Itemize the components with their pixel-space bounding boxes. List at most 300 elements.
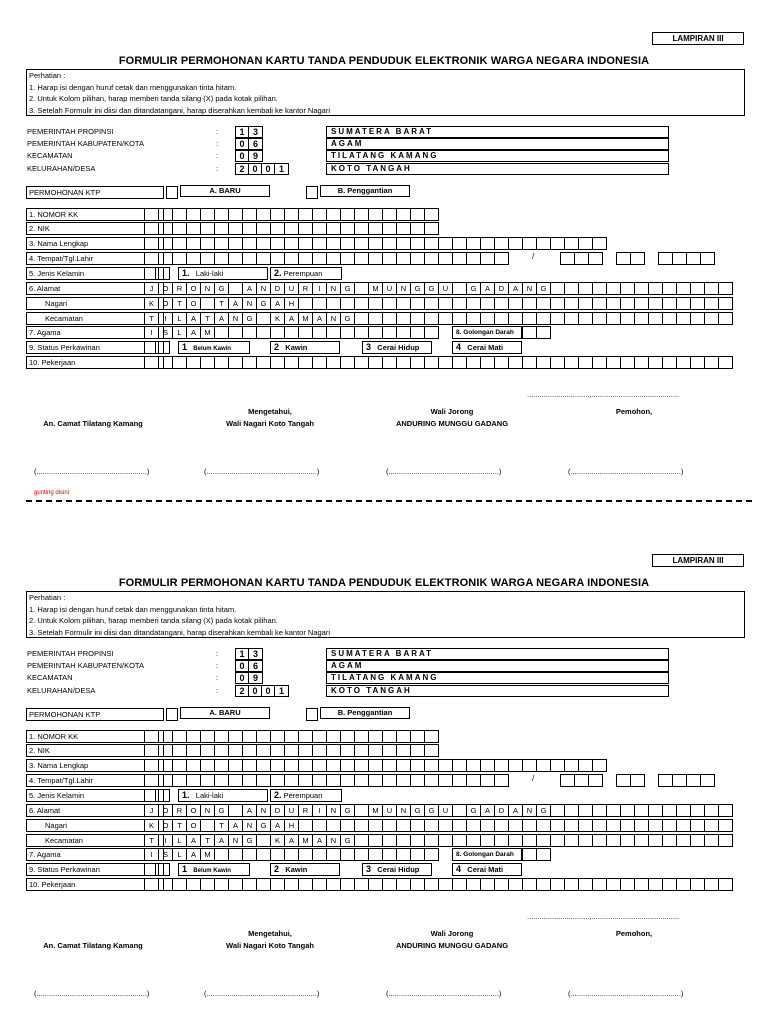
char-cell[interactable]: [242, 356, 257, 369]
char-cell[interactable]: [452, 759, 467, 772]
char-cell[interactable]: [606, 312, 621, 325]
char-cell[interactable]: G: [536, 282, 551, 295]
char-cell[interactable]: [270, 222, 285, 235]
char-cell[interactable]: G: [536, 804, 551, 817]
char-cell[interactable]: [536, 819, 551, 832]
char-cell[interactable]: [438, 252, 453, 265]
char-cell[interactable]: [340, 819, 355, 832]
char-cell[interactable]: [466, 819, 481, 832]
char-cell[interactable]: [368, 834, 383, 847]
char-cell[interactable]: [616, 252, 631, 265]
char-cell[interactable]: [704, 819, 719, 832]
char-cell[interactable]: [144, 730, 159, 743]
char-cell[interactable]: [662, 804, 677, 817]
char-cell[interactable]: [354, 848, 369, 861]
char-cell[interactable]: [676, 834, 691, 847]
char-cell[interactable]: T: [214, 297, 229, 310]
char-cell[interactable]: [620, 297, 635, 310]
checkbox-replacement[interactable]: [306, 708, 318, 721]
char-cell[interactable]: [396, 730, 411, 743]
checkbox[interactable]: [144, 789, 156, 802]
char-cell[interactable]: N: [326, 282, 341, 295]
char-cell[interactable]: A: [242, 282, 257, 295]
char-cell[interactable]: [326, 297, 341, 310]
char-cell[interactable]: [340, 208, 355, 221]
char-cell[interactable]: [368, 730, 383, 743]
char-cell[interactable]: [326, 208, 341, 221]
char-cell[interactable]: [494, 237, 509, 250]
char-cell[interactable]: [354, 759, 369, 772]
char-cell[interactable]: [158, 356, 173, 369]
char-cell[interactable]: [298, 774, 313, 787]
char-cell[interactable]: [424, 848, 439, 861]
char-cell[interactable]: [564, 312, 579, 325]
char-cell[interactable]: [270, 848, 285, 861]
char-cell[interactable]: [452, 237, 467, 250]
char-cell[interactable]: I: [144, 848, 159, 861]
char-cell[interactable]: [494, 252, 509, 265]
char-cell[interactable]: [686, 774, 701, 787]
char-cell[interactable]: [648, 819, 663, 832]
char-cell[interactable]: [578, 834, 593, 847]
char-cell[interactable]: G: [340, 312, 355, 325]
char-cell[interactable]: G: [410, 804, 425, 817]
char-cell[interactable]: K: [270, 834, 285, 847]
char-cell[interactable]: [312, 848, 327, 861]
char-cell[interactable]: [522, 878, 537, 891]
char-cell[interactable]: [410, 878, 425, 891]
char-cell[interactable]: [158, 774, 173, 787]
char-cell[interactable]: N: [396, 282, 411, 295]
char-cell[interactable]: [214, 759, 229, 772]
char-cell[interactable]: [466, 297, 481, 310]
char-cell[interactable]: N: [326, 834, 341, 847]
char-cell[interactable]: [452, 819, 467, 832]
char-cell[interactable]: A: [312, 834, 327, 847]
char-cell[interactable]: [200, 774, 215, 787]
char-cell[interactable]: [172, 744, 187, 757]
char-cell[interactable]: [588, 774, 603, 787]
char-cell[interactable]: [410, 834, 425, 847]
char-cell[interactable]: [396, 744, 411, 757]
char-cell[interactable]: [270, 252, 285, 265]
char-cell[interactable]: [172, 237, 187, 250]
char-cell[interactable]: [396, 252, 411, 265]
marital-option[interactable]: [362, 341, 432, 354]
kk-input[interactable]: [144, 730, 440, 743]
char-cell[interactable]: [256, 878, 271, 891]
char-cell[interactable]: [410, 312, 425, 325]
char-cell[interactable]: [592, 237, 607, 250]
char-cell[interactable]: [382, 774, 397, 787]
char-cell[interactable]: [718, 356, 733, 369]
char-cell[interactable]: [508, 819, 523, 832]
char-cell[interactable]: [662, 282, 677, 295]
char-cell[interactable]: [326, 356, 341, 369]
char-cell[interactable]: [592, 819, 607, 832]
char-cell[interactable]: A: [270, 819, 285, 832]
char-cell[interactable]: [228, 222, 243, 235]
kk-input[interactable]: [144, 208, 440, 221]
signature-line[interactable]: (.....................................................): [204, 467, 320, 476]
char-cell[interactable]: [312, 297, 327, 310]
char-cell[interactable]: S: [158, 326, 173, 339]
char-cell[interactable]: [424, 222, 439, 235]
marital-option[interactable]: [178, 863, 250, 876]
char-cell[interactable]: [424, 878, 439, 891]
char-cell[interactable]: [620, 834, 635, 847]
char-cell[interactable]: [158, 222, 173, 235]
region-name-field[interactable]: SUMATERA BARAT: [326, 648, 669, 660]
char-cell[interactable]: [578, 237, 593, 250]
char-cell[interactable]: [256, 834, 271, 847]
kecamatan-input[interactable]: [144, 834, 734, 847]
char-cell[interactable]: L: [172, 848, 187, 861]
char-cell[interactable]: [564, 282, 579, 295]
char-cell[interactable]: T: [214, 819, 229, 832]
char-cell[interactable]: [354, 834, 369, 847]
char-cell[interactable]: [480, 297, 495, 310]
char-cell[interactable]: [662, 878, 677, 891]
char-cell[interactable]: [144, 878, 159, 891]
char-cell[interactable]: L: [172, 326, 187, 339]
char-cell[interactable]: [662, 297, 677, 310]
char-cell[interactable]: [382, 312, 397, 325]
char-cell[interactable]: [522, 848, 537, 861]
char-cell[interactable]: [228, 759, 243, 772]
char-cell[interactable]: [466, 237, 481, 250]
char-cell[interactable]: [298, 356, 313, 369]
char-cell[interactable]: D: [270, 804, 285, 817]
char-cell[interactable]: G: [256, 297, 271, 310]
char-cell[interactable]: [550, 282, 565, 295]
name-input[interactable]: [144, 237, 608, 250]
char-cell[interactable]: [242, 878, 257, 891]
char-cell[interactable]: [340, 326, 355, 339]
char-cell[interactable]: [672, 774, 687, 787]
char-cell[interactable]: N: [256, 282, 271, 295]
char-cell[interactable]: [606, 834, 621, 847]
char-cell[interactable]: [340, 730, 355, 743]
gender-option-male[interactable]: [178, 789, 268, 802]
char-cell[interactable]: [172, 878, 187, 891]
char-cell[interactable]: [200, 878, 215, 891]
char-cell[interactable]: [410, 819, 425, 832]
char-cell[interactable]: N: [242, 297, 257, 310]
char-cell[interactable]: [452, 312, 467, 325]
char-cell[interactable]: N: [326, 312, 341, 325]
char-cell[interactable]: [200, 730, 215, 743]
char-cell[interactable]: [312, 222, 327, 235]
char-cell[interactable]: [256, 759, 271, 772]
char-cell[interactable]: [270, 208, 285, 221]
char-cell[interactable]: [312, 878, 327, 891]
char-cell[interactable]: [242, 222, 257, 235]
char-cell[interactable]: [242, 326, 257, 339]
nagari-input[interactable]: [144, 297, 734, 310]
char-cell[interactable]: [158, 208, 173, 221]
char-cell[interactable]: A: [312, 312, 327, 325]
char-cell[interactable]: U: [382, 282, 397, 295]
char-cell[interactable]: [200, 237, 215, 250]
char-cell[interactable]: [396, 222, 411, 235]
signature-line[interactable]: (.....................................................): [34, 467, 150, 476]
char-cell[interactable]: [200, 222, 215, 235]
char-cell[interactable]: [368, 878, 383, 891]
char-cell[interactable]: [340, 237, 355, 250]
char-cell[interactable]: [522, 759, 537, 772]
char-cell[interactable]: [382, 356, 397, 369]
char-cell[interactable]: [704, 282, 719, 295]
occupation-input[interactable]: [144, 878, 734, 891]
char-cell[interactable]: R: [172, 282, 187, 295]
char-cell[interactable]: [648, 356, 663, 369]
char-cell[interactable]: O: [186, 819, 201, 832]
char-cell[interactable]: [718, 297, 733, 310]
char-cell[interactable]: [508, 759, 523, 772]
char-cell[interactable]: [214, 326, 229, 339]
char-cell[interactable]: [648, 297, 663, 310]
char-cell[interactable]: [410, 326, 425, 339]
char-cell[interactable]: [410, 759, 425, 772]
char-cell[interactable]: [368, 326, 383, 339]
char-cell[interactable]: [564, 878, 579, 891]
char-cell[interactable]: [368, 774, 383, 787]
char-cell[interactable]: [200, 744, 215, 757]
char-cell[interactable]: [186, 878, 201, 891]
char-cell[interactable]: [452, 834, 467, 847]
char-cell[interactable]: I: [144, 326, 159, 339]
char-cell[interactable]: U: [284, 282, 299, 295]
char-cell[interactable]: [690, 282, 705, 295]
char-cell[interactable]: A: [480, 804, 495, 817]
char-cell[interactable]: [396, 774, 411, 787]
char-cell[interactable]: T: [172, 819, 187, 832]
char-cell[interactable]: [214, 252, 229, 265]
marital-option[interactable]: [452, 341, 522, 354]
char-cell[interactable]: [354, 326, 369, 339]
char-cell[interactable]: [658, 252, 673, 265]
char-cell[interactable]: [326, 878, 341, 891]
char-cell[interactable]: L: [172, 312, 187, 325]
char-cell[interactable]: [662, 356, 677, 369]
signature-line[interactable]: (.....................................................): [34, 989, 150, 998]
char-cell[interactable]: [298, 848, 313, 861]
char-cell[interactable]: M: [298, 834, 313, 847]
char-cell[interactable]: [382, 208, 397, 221]
char-cell[interactable]: [354, 297, 369, 310]
char-cell[interactable]: K: [270, 312, 285, 325]
option-new-ktp[interactable]: A. BARU: [180, 185, 270, 197]
char-cell[interactable]: [452, 774, 467, 787]
char-cell[interactable]: [354, 312, 369, 325]
char-cell[interactable]: [452, 356, 467, 369]
char-cell[interactable]: [452, 804, 467, 817]
char-cell[interactable]: [144, 759, 159, 772]
char-cell[interactable]: [396, 356, 411, 369]
char-cell[interactable]: [508, 356, 523, 369]
char-cell[interactable]: [676, 282, 691, 295]
char-cell[interactable]: [630, 774, 645, 787]
char-cell[interactable]: [494, 759, 509, 772]
char-cell[interactable]: [718, 312, 733, 325]
char-cell[interactable]: [592, 878, 607, 891]
char-cell[interactable]: [284, 208, 299, 221]
char-cell[interactable]: [200, 819, 215, 832]
char-cell[interactable]: [354, 804, 369, 817]
char-cell[interactable]: N: [326, 804, 341, 817]
char-cell[interactable]: N: [256, 804, 271, 817]
char-cell[interactable]: G: [340, 804, 355, 817]
char-cell[interactable]: [284, 222, 299, 235]
char-cell[interactable]: N: [242, 819, 257, 832]
char-cell[interactable]: [508, 878, 523, 891]
char-cell[interactable]: [256, 208, 271, 221]
char-cell[interactable]: [634, 834, 649, 847]
char-cell[interactable]: [550, 237, 565, 250]
char-cell[interactable]: [396, 819, 411, 832]
char-cell[interactable]: [494, 774, 509, 787]
char-cell[interactable]: [228, 208, 243, 221]
char-cell[interactable]: [382, 326, 397, 339]
char-cell[interactable]: O: [186, 297, 201, 310]
char-cell[interactable]: [438, 237, 453, 250]
char-cell[interactable]: A: [214, 834, 229, 847]
char-cell[interactable]: [424, 774, 439, 787]
char-cell[interactable]: [340, 297, 355, 310]
char-cell[interactable]: U: [382, 804, 397, 817]
char-cell[interactable]: [718, 834, 733, 847]
char-cell[interactable]: H: [284, 297, 299, 310]
char-cell[interactable]: M: [368, 804, 383, 817]
char-cell[interactable]: [616, 774, 631, 787]
char-cell[interactable]: [284, 774, 299, 787]
char-cell[interactable]: [700, 774, 715, 787]
nagari-input[interactable]: [144, 819, 734, 832]
char-cell[interactable]: G: [256, 819, 271, 832]
char-cell[interactable]: [424, 237, 439, 250]
char-cell[interactable]: A: [186, 312, 201, 325]
char-cell[interactable]: [228, 237, 243, 250]
char-cell[interactable]: [676, 878, 691, 891]
char-cell[interactable]: [494, 356, 509, 369]
char-cell[interactable]: [704, 804, 719, 817]
char-cell[interactable]: [382, 834, 397, 847]
char-cell[interactable]: [480, 312, 495, 325]
char-cell[interactable]: [214, 237, 229, 250]
char-cell[interactable]: A: [214, 312, 229, 325]
char-cell[interactable]: [508, 312, 523, 325]
char-cell[interactable]: [312, 744, 327, 757]
char-cell[interactable]: [704, 312, 719, 325]
char-cell[interactable]: [172, 222, 187, 235]
char-cell[interactable]: [634, 282, 649, 295]
char-cell[interactable]: [676, 819, 691, 832]
char-cell[interactable]: [452, 282, 467, 295]
char-cell[interactable]: [242, 759, 257, 772]
char-cell[interactable]: [298, 878, 313, 891]
char-cell[interactable]: A: [284, 312, 299, 325]
char-cell[interactable]: [522, 237, 537, 250]
char-cell[interactable]: M: [200, 848, 215, 861]
char-cell[interactable]: [368, 759, 383, 772]
char-cell[interactable]: [396, 208, 411, 221]
char-cell[interactable]: [186, 237, 201, 250]
char-cell[interactable]: [438, 834, 453, 847]
marital-option[interactable]: [362, 863, 432, 876]
char-cell[interactable]: A: [242, 804, 257, 817]
char-cell[interactable]: [214, 356, 229, 369]
char-cell[interactable]: [424, 208, 439, 221]
char-cell[interactable]: [438, 759, 453, 772]
char-cell[interactable]: A: [186, 834, 201, 847]
char-cell[interactable]: [186, 744, 201, 757]
char-cell[interactable]: [424, 819, 439, 832]
char-cell[interactable]: [718, 819, 733, 832]
char-cell[interactable]: [578, 356, 593, 369]
char-cell[interactable]: [396, 834, 411, 847]
char-cell[interactable]: A: [508, 804, 523, 817]
char-cell[interactable]: [438, 356, 453, 369]
char-cell[interactable]: [228, 774, 243, 787]
char-cell[interactable]: [298, 759, 313, 772]
char-cell[interactable]: [592, 804, 607, 817]
char-cell[interactable]: [662, 834, 677, 847]
char-cell[interactable]: [634, 312, 649, 325]
char-cell[interactable]: [438, 297, 453, 310]
char-cell[interactable]: [466, 312, 481, 325]
char-cell[interactable]: T: [200, 312, 215, 325]
char-cell[interactable]: [686, 252, 701, 265]
char-cell[interactable]: O: [158, 282, 173, 295]
checkbox[interactable]: [158, 341, 170, 354]
char-cell[interactable]: [270, 759, 285, 772]
char-cell[interactable]: [298, 252, 313, 265]
region-code-box[interactable]: [235, 163, 289, 175]
signature-line[interactable]: (.....................................................): [386, 467, 502, 476]
char-cell[interactable]: [410, 222, 425, 235]
region-name-field[interactable]: AGAM: [326, 660, 669, 672]
address-input[interactable]: [144, 282, 734, 295]
char-cell[interactable]: [368, 237, 383, 250]
marital-option[interactable]: [270, 863, 340, 876]
char-cell[interactable]: [574, 252, 589, 265]
char-cell[interactable]: [144, 252, 159, 265]
char-cell[interactable]: [410, 774, 425, 787]
char-cell[interactable]: R: [298, 282, 313, 295]
char-cell[interactable]: [564, 834, 579, 847]
blood-type-input[interactable]: [522, 326, 552, 339]
signature-line[interactable]: (.....................................................): [386, 989, 502, 998]
char-cell[interactable]: [410, 356, 425, 369]
char-cell[interactable]: [298, 730, 313, 743]
char-cell[interactable]: [606, 282, 621, 295]
char-cell[interactable]: [606, 819, 621, 832]
char-cell[interactable]: U: [438, 282, 453, 295]
signature-line[interactable]: (.....................................................): [568, 467, 684, 476]
char-cell[interactable]: G: [242, 834, 257, 847]
char-cell[interactable]: [298, 208, 313, 221]
char-cell[interactable]: [536, 297, 551, 310]
date-line[interactable]: ..............................,..........................................: [527, 912, 680, 921]
char-cell[interactable]: [536, 848, 551, 861]
char-cell[interactable]: [508, 237, 523, 250]
char-cell[interactable]: [424, 312, 439, 325]
char-cell[interactable]: [564, 819, 579, 832]
region-code-box[interactable]: [235, 138, 263, 150]
char-cell[interactable]: [564, 759, 579, 772]
char-cell[interactable]: [354, 356, 369, 369]
